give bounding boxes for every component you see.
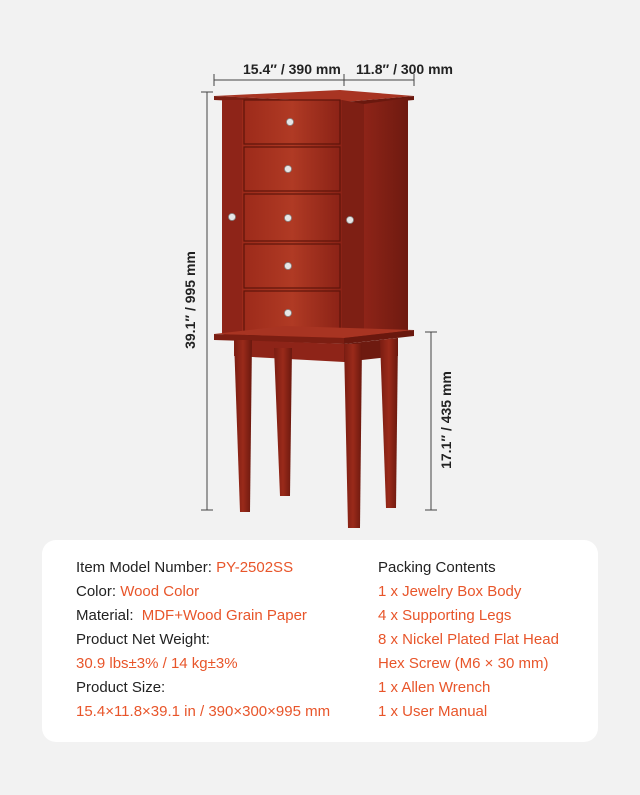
leg-height-dimension-line bbox=[425, 332, 437, 510]
color-value: Wood Color bbox=[120, 583, 200, 600]
width-dimension-label: 15.4″ / 390 mm bbox=[243, 61, 341, 77]
leg-height-dimension-label: 17.1″ / 435 mm bbox=[438, 371, 454, 469]
spec-list bbox=[76, 556, 330, 724]
packing-item: 1 x Allen Wrench bbox=[378, 679, 491, 696]
size-label: Product Size: bbox=[76, 679, 166, 696]
packing-item: Hex Screw (M6 × 30 mm) bbox=[378, 655, 549, 672]
model-value: PY-2502SS bbox=[216, 559, 294, 576]
armoire-side bbox=[364, 98, 408, 340]
packing-item: 8 x Nickel Plated Flat Head bbox=[378, 631, 559, 648]
packing-list bbox=[378, 556, 559, 724]
material-value: MDF+Wood Grain Paper bbox=[141, 607, 307, 624]
model-label: Item Model Number: bbox=[76, 559, 212, 576]
weight-value: 30.9 lbs±3% / 14 kg±3% bbox=[76, 655, 238, 672]
packing-title: Packing Contents bbox=[378, 559, 496, 576]
weight-label: Product Net Weight: bbox=[76, 631, 210, 648]
specs-card bbox=[42, 540, 598, 742]
packing-item: 1 x User Manual bbox=[378, 703, 488, 720]
material-label: Material: bbox=[76, 607, 134, 624]
height-dimension-line bbox=[201, 92, 213, 510]
model-row bbox=[76, 556, 330, 580]
size-value: 15.4×11.8×39.1 in / 390×300×995 mm bbox=[76, 703, 331, 720]
depth-dimension-label: 11.8″ / 300 mm bbox=[356, 61, 453, 77]
armoire-front bbox=[242, 100, 342, 338]
height-dimension-label: 39.1″ / 995 mm bbox=[182, 251, 198, 349]
packing-item: 1 x Jewelry Box Body bbox=[378, 583, 522, 600]
color-row bbox=[76, 580, 330, 604]
supporting-legs bbox=[234, 338, 398, 528]
packing-item: 4 x Supporting Legs bbox=[378, 607, 512, 624]
color-label: Color: bbox=[76, 583, 117, 600]
material-row bbox=[76, 604, 330, 628]
